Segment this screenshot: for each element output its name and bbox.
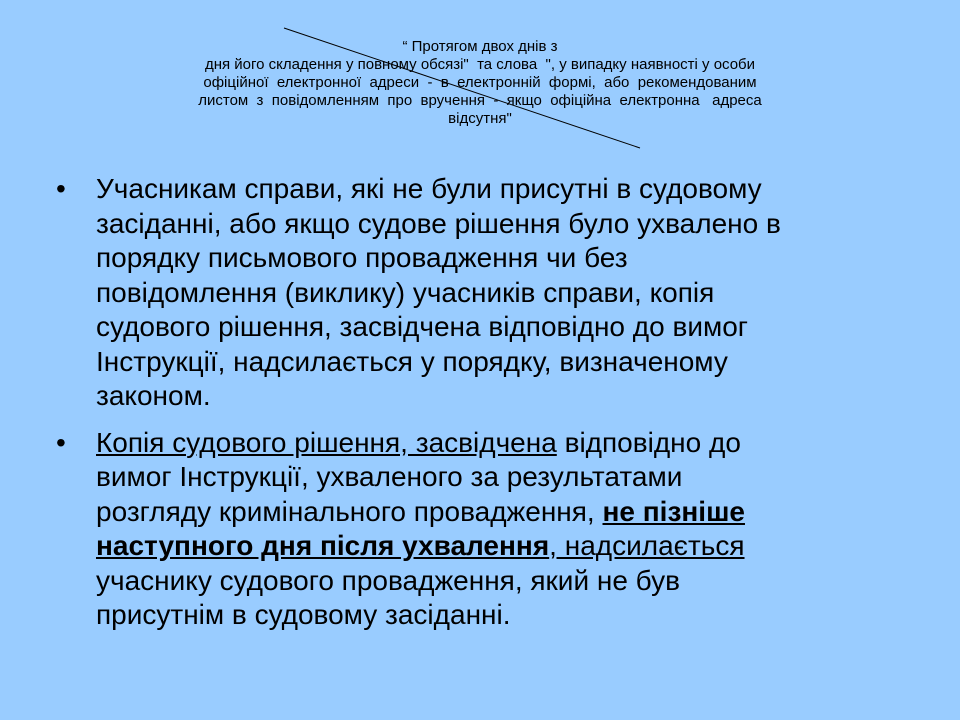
bullet-text-line: Учасникам справи, які не були присутні в судовому <box>96 173 762 204</box>
bullet-item <box>56 426 936 633</box>
bullet-text-line: судового рішення, засвідчена відповідно до вимог <box>96 311 749 342</box>
note-line: “ Протягом двох днів з <box>402 38 558 55</box>
note-line: дня його складення у повному обсязі" та слова ", у випадку наявності у особи <box>204 56 756 73</box>
emphasized-text: наступного дня після ухвалення <box>96 530 550 561</box>
bullet-text-line: порядку письмового провадження чи без <box>96 242 628 273</box>
underlined-text: , надсилається <box>549 530 745 561</box>
bullet-marker-icon: • <box>56 426 66 458</box>
bullet-text-line: повідомлення (виклику) учасників справи, копія <box>96 276 715 308</box>
bullet-text: відповідно до <box>556 426 741 458</box>
underlined-text: Копія судового рішення, засвідчена <box>96 426 557 458</box>
bullet-text-line: учаснику судового провадження, який не був <box>96 564 680 596</box>
bullet-text-line <box>96 529 936 564</box>
note-line: офіційної електронної адреси - в електронній формі, або рекомендованим <box>203 74 757 91</box>
bullet-text: розгляду кримінального провадження, <box>96 495 603 527</box>
bullet-text-line <box>96 426 936 461</box>
bullet-text-line: присутнім в судовому засіданні. <box>96 599 511 630</box>
bullet-marker-icon: • <box>56 173 66 204</box>
bullet-list <box>56 172 936 645</box>
bullet-text-line <box>96 495 936 530</box>
bullet-text-line: Інструкції, надсилається у порядку, визначеному <box>96 345 728 377</box>
note-line: листом з повідомленням про вручення - якщо офіційна електронна адреса <box>198 92 762 109</box>
bullet-item <box>56 172 936 414</box>
bullet-text-line: засіданні, або якщо судове рішення було ухвалено в <box>96 207 781 239</box>
amendment-note <box>110 38 850 128</box>
emphasized-text: не пізніше <box>602 495 745 527</box>
bullet-text-line: вимог Інструкції, ухваленого за результатами <box>96 461 683 492</box>
note-line: відсутня" <box>448 110 512 127</box>
bullet-text-line: законом. <box>96 380 211 411</box>
